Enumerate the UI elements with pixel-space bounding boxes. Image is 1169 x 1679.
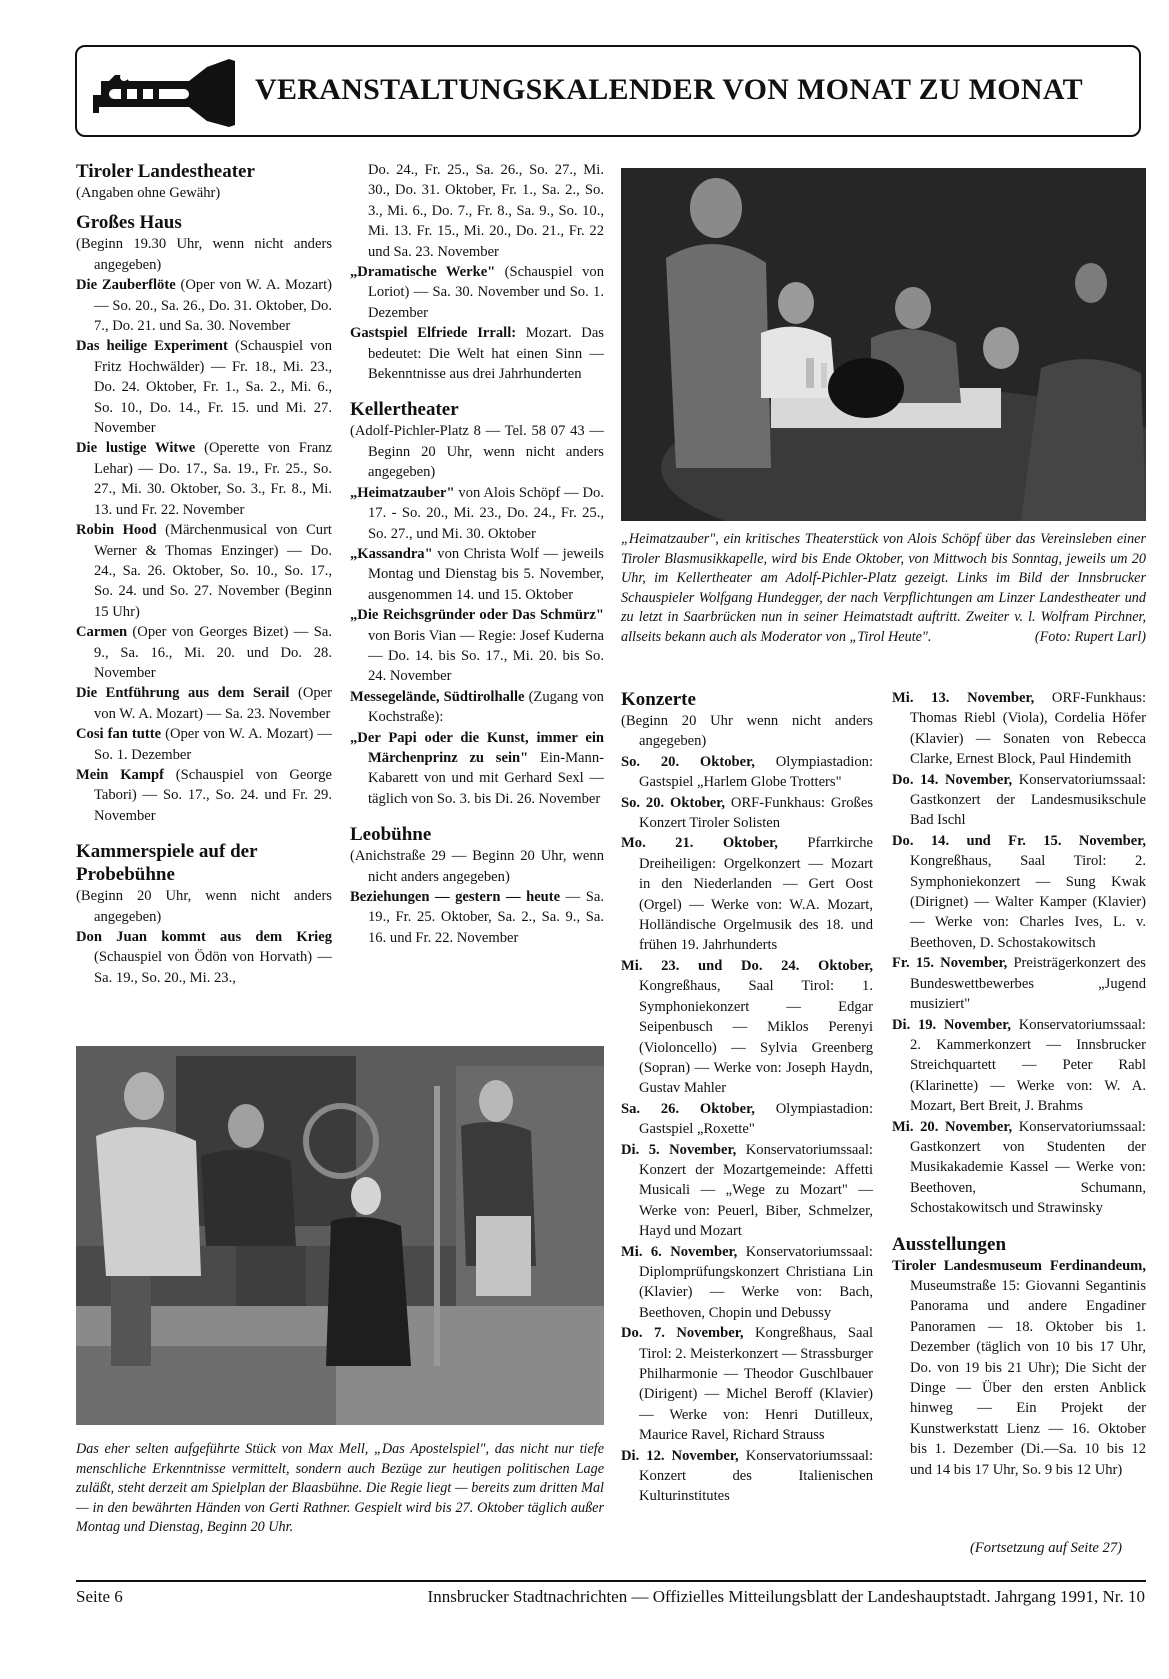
event-details: (Oper von W. A. Mozart) — So. 1. Dezember [94,726,332,763]
event-entry [76,520,332,622]
event-details: ORF-Funkhaus: Großes Konzert Tiroler Solisten [639,794,873,832]
event-name: Don Juan kommt aus dem Krieg [76,929,332,945]
event-name: Carmen [76,624,128,641]
section-heading: Leobühne [350,824,432,846]
event-details: (Schauspiel von Ödön von Horvath) — Sa. 19., So. 20., Mi. 23., [94,949,332,986]
event-name: Das heilige Experiment [76,338,228,355]
section-note: (Beginn 20 Uhr wenn nicht anders angegeben) [621,713,873,750]
event-name: Mi. 23. und Do. 24. Oktober, [621,957,873,974]
event-name: Robin Hood [76,522,157,539]
event-entry [76,927,332,988]
event-name: Di. 12. November, [621,1447,739,1464]
footer-divider [76,1580,1146,1582]
section-note: (Adolf-Pichler-Platz 8 — Tel. 58 07 43 — Beginn 20 Uhr, wenn nicht anders angegeben) [350,423,604,481]
event-entry [350,262,604,323]
photo-caption: Das eher selten aufgeführte Stück von Max Mell, „Das Apostelspiel", das nicht nur tiefe menschliche Erkenntnisse vermittelt, sondern auch Bezüge zur heutigen politischen Lage zuläßt, steht derzeit am Spielplan der Blaasbühne. Die Regie liegt — bereits zum dritten Mal — in den bewährten Händen von Gerti Rathner. Gespielt wird bis 27. Oktober täglich außer Montag und Dienstag, Beginn 20 Uhr. [76,1441,604,1536]
event-name: „Heimatzauber" [350,484,455,501]
event-details: (Oper von W. A. Mozart) — So. 20., Sa. 26., Do. 31. Oktober, Do. 7., Do. 21. und Sa. 30. November [94,277,332,335]
event-name: Di. 19. November, [892,1016,1012,1033]
event-details: Ein-Mann-Kabarett von und mit Gerhard Sexl — täglich von So. 3. bis Di. 26. November [368,749,604,807]
event-entry [350,323,604,384]
event-details: Pfarrkirche Dreiheiligen: Orgelkonzert — Mozart in den Niederlanden — Gert Oost (Orgel) — Werke von: W.A. Mozart, Holländische Orgelmusik des 18. und frühen 19. Jahrhunderts [639,835,873,954]
event-name: Mein Kampf [76,766,164,783]
section-heading: Kellertheater [350,399,459,421]
event-name: Beziehungen — gestern — heute [350,889,561,905]
event-details: (Operette von Franz Lehar) — Do. 17., Sa. 19., Fr. 25., So. 27., Mi. 30. Oktober, So. 3., Fr. 8., Mi. 13. und Fr. 22. November [94,440,332,518]
event-entry [76,683,332,724]
section-title: Tiroler Landestheater [76,161,255,182]
event-entry [621,1140,873,1242]
event-details: (Märchenmusical von Curt Werner & Thomas Enzinger) — Do. 24., Sa. 26. Oktober, So. 10., So. 17., So. 24. und So. 27. November (Beginn 15 Uhr) [94,522,332,620]
event-details: Konservatoriumssaal: Gastkonzert von Studenten der Musikakademie Kassel — Werke von: Beethoven, Schumann, Schostakowitsch und Strawinsky [910,1118,1146,1217]
event-entry [350,728,604,810]
event-details: Preisträgerkonzert des Bundeswettbewerbes „Jugend musiziert" [910,955,1146,1013]
event-entry [621,1242,873,1324]
event-entry [892,1117,1146,1219]
column-konzerte-continued [892,688,1146,1480]
event-details: Museumstraße 15: Giovanni Segantinis Panorama und andere Engadiner Panoramen — 18. Oktober bis 1. Dezember (täglich von 10 bis 17 Uhr, Do. von 19 bis 21 Uhr); Die Sicht der Dinge — Über den ersten Anblick hinweg — Ein Projekt der Kunstwerkstatt Lienz — 16. Oktober bis 1. Dezember (Di.—Sa. 10 bis 12 und 14 bis 17 Uhr, So. 9 bis 12 Uhr) [910,1277,1146,1478]
event-entry [621,1446,873,1507]
event-details: (Zugang von Kochstraße): [368,688,604,726]
event-entry [892,1015,1146,1117]
event-name: Die Entführung aus dem Serail [76,685,290,702]
event-entry [892,688,1146,770]
event-name: „Kassandra" [350,545,433,562]
event-details: Kongreßhaus, Saal Tirol: 2. Symphoniekonzert — Sung Kwak (Dirignet) — Walter Kamper (Klavier) — Werke von: Charles Ives, L. v. Beethoven, D. Schostakowitsch [910,853,1146,951]
event-name: Mi. 6. November, [621,1243,738,1260]
event-name: Do. 7. November, [621,1325,744,1342]
event-name: So. 20. Oktober, [621,794,726,811]
event-details: Kongreßhaus, Saal Tirol: 1. Symphoniekonzert — Edgar Seipenbusch — Miklos Perenyi (Violoncello) — Sylvia Greenberg (Sopran) — Werke von: Joseph Haydn, Gustav Mahler [639,978,873,1097]
event-name: Die Zauberflöte [76,277,176,294]
event-name: Messegelände, Südtirolhalle [350,688,525,705]
event-name: Cosi fan tutte [76,726,162,743]
event-entry [621,793,873,834]
event-entry [621,752,873,793]
event-entry [892,953,1146,1014]
event-name: Fr. 15. November, [892,955,1008,972]
continued-dates: Do. 24., Fr. 25., Sa. 26., So. 27., Mi. 30., Do. 31. Oktober, Fr. 1., Sa. 2., So. 3., Mi. 6., Do. 7., Fr. 8., Sa. 9., So. 10., Mi. 13. Fr. 15., Mi. 20., Do. 21., Fr. 22 und Sa. 23. November [368,162,604,260]
event-entry [621,956,873,1099]
photo-credit: (Foto: Rupert Larl) [1034,628,1146,645]
event-entry [76,724,332,765]
calendar-title: VERANSTALTUNGSKALENDER VON MONAT ZU MONAT [255,73,1083,106]
event-name: „Die Reichsgründer oder Das Schmürz" [350,607,604,624]
event-name: Mi. 13. November, [892,690,1035,706]
publication-line: Innsbrucker Stadtnachrichten — Offizielles Mitteilungsblatt der Landeshauptstadt. Jahrgang 1991, Nr. 10 [427,1587,1145,1606]
event-details: Konservatoriumssaal: Diplomprüfungskonzert Christiana Lin (Klavier) — Werke von: Bach, Beethoven, Chopin und Debussy [639,1243,873,1321]
event-name: Sa. 26. Oktober, [621,1100,755,1117]
apostelspiel-photo [76,1046,604,1425]
event-entry [76,275,332,336]
event-details: von Christa Wolf — jeweils Montag und Dienstag bis 5. November, ausgenommen 14. und 15. Oktober [368,545,604,603]
event-details: Konservatoriumssaal: Konzert des Italienischen Kulturinstitutes [639,1447,873,1505]
event-details: (Schauspiel von Loriot) — Sa. 30. November und So. 1. Dezember [368,264,604,321]
event-entry [892,1256,1146,1480]
section-heading: Ausstellungen [892,1233,1007,1255]
event-details: (Schauspiel von George Tabori) — So. 17., So. 24. und Fr. 29. November [94,766,333,824]
event-name: Die lustige Witwe [76,440,196,457]
event-name: Di. 5. November, [621,1141,737,1158]
event-details: von Boris Vian — Regie: Josef Kuderna — Do. 14. bis So. 17., Mi. 20. bis So. 24. November [368,627,604,685]
event-details: Kongreßhaus, Saal Tirol: 2. Meisterkonzert — Strassburger Philharmonie — Theodor Guschlbauer (Dirigent) — Michel Beroff (Klavier) — Werke von: Henri Dutilleux, Maurice Ravel, Richard Strauss [639,1325,874,1444]
event-details: (Oper von W. A. Mozart) — Sa. 23. November [94,685,333,722]
event-details: Konservatoriumssaal: 2. Kammerkonzert — Innsbrucker Streichquartett — Peter Rabl (Klarinette) — Werke von: W. A. Mozart, Bert Breit, J. Brahms [910,1016,1146,1115]
page-number: Seite 6 [76,1587,123,1606]
section-heading: Konzerte [621,689,696,710]
event-entry [76,765,332,826]
continuation-note: (Fortsetzung auf Seite 27) [970,1540,1122,1556]
event-details: Mozart. Das bedeutet: Die Welt hat einen Sinn — Bekenntnisse aus drei Jahrhunderten [368,325,604,383]
column-theater-continued [350,160,604,948]
event-entry [76,336,332,438]
section-note: (Anichstraße 29 — Beginn 20 Uhr, wenn nicht anders angegeben) [350,848,604,885]
event-entry [621,1099,873,1140]
column-theater [76,160,332,988]
event-name: So. 20. Oktober, [621,753,755,770]
event-name: Mo. 21. Oktober, [621,835,778,852]
event-entry [350,687,604,728]
event-name: Do. 14. November, [892,771,1013,788]
event-details: Olympiastadion: Gastspiel „Harlem Globe Trotters" [639,753,874,791]
section-note: (Angaben ohne Gewähr) [76,185,221,201]
event-entry [350,605,604,687]
event-details: ORF-Funkhaus: Thomas Riebl (Viola), Cordelia Höfer (Klavier) — Sonaten von Rebecca Clarke, Ernest Block, Paul Hindemith [910,690,1146,768]
heimatzauber-photo [621,168,1146,521]
section-heading: Kammerspiele auf der Probebühne [76,841,258,886]
event-name: Tiroler Landesmuseum Ferdinandeum, [892,1257,1146,1274]
event-details: Konservatoriumssaal: Konzert der Mozartgemeinde: Affetti Musicali — „Wege zu Mozart" — Werke von: Peuerl, Biber, Schmelzer, Hayd und Mozart [639,1141,873,1240]
photo-caption [621,530,1146,648]
event-entry [621,833,873,955]
event-name: „Dramatische Werke" [350,264,496,281]
trumpet-icon [89,55,237,127]
calendar-header [75,45,1141,137]
event-name: Gastspiel Elfriede Irrall: [350,325,517,342]
event-details: (Oper von Georges Bizet) — Sa. 9., Sa. 16., Mi. 20. und Do. 28. November [94,624,332,681]
event-entry [621,1323,873,1445]
column-konzerte [621,688,873,1507]
event-entry [350,544,604,605]
event-entry [76,622,332,683]
event-entry [892,831,1146,953]
event-details: — Sa. 19., Fr. 25. Oktober, Sa. 2., Sa. 9., Sa. 16. und Fr. 22. November [368,889,604,946]
event-details: (Schauspiel von Fritz Hochwälder) — Fr. 18., Mi. 23., Do. 24. Oktober, Fr. 1., Sa. 2., Mi. 6., So. 10., Do. 14., Fr. 15. und Mi. 27. November [94,338,332,437]
section-note: (Beginn 20 Uhr, wenn nicht anders angegeben) [76,888,332,925]
event-entry [892,770,1146,831]
event-entry [350,483,604,544]
event-details: Konservatoriumssaal: Gastkonzert der Landesmusikschule Bad Ischl [910,771,1146,829]
event-name: „Der Papi oder die Kunst, immer ein Märchenprinz zu sein" [350,729,604,766]
section-heading: Großes Haus [76,212,182,234]
event-entry [76,438,332,520]
event-details: Olympiastadion: Gastspiel „Roxette" [639,1100,874,1138]
event-entry [350,887,604,948]
event-details: von Alois Schöpf — Do. 17. - So. 20., Mi. 23., Do. 24., Fr. 25., So. 27., und Mi. 30. Oktober [368,484,604,542]
section-note: (Beginn 19.30 Uhr, wenn nicht anders angegeben) [76,236,332,273]
event-name: Do. 14. und Fr. 15. November, [892,832,1146,849]
event-name: Mi. 20. November, [892,1118,1013,1135]
caption-text: „Heimatzauber", ein kritisches Theaterstück von Alois Schöpf über das Vereinsleben einer Tiroler Blasmusikkapelle, wird bis Ende Oktober, von Mittwoch bis Sonntag, jeweils um 20 Uhr, im Kellertheater am Adolf-Pichler-Platz gezeigt. Links im Bild der Innsbrucker Schauspieler Wolfgang Hundegger, der nach Verpflichtungen am Linzer Landestheater und zu letzt in Saarbrücken nun in seiner Heimatstadt auftritt. Zweiter v. l. Wolfram Pirchner, allseits bekann auch als Moderator von „Tirol Heute". [621,531,1146,645]
